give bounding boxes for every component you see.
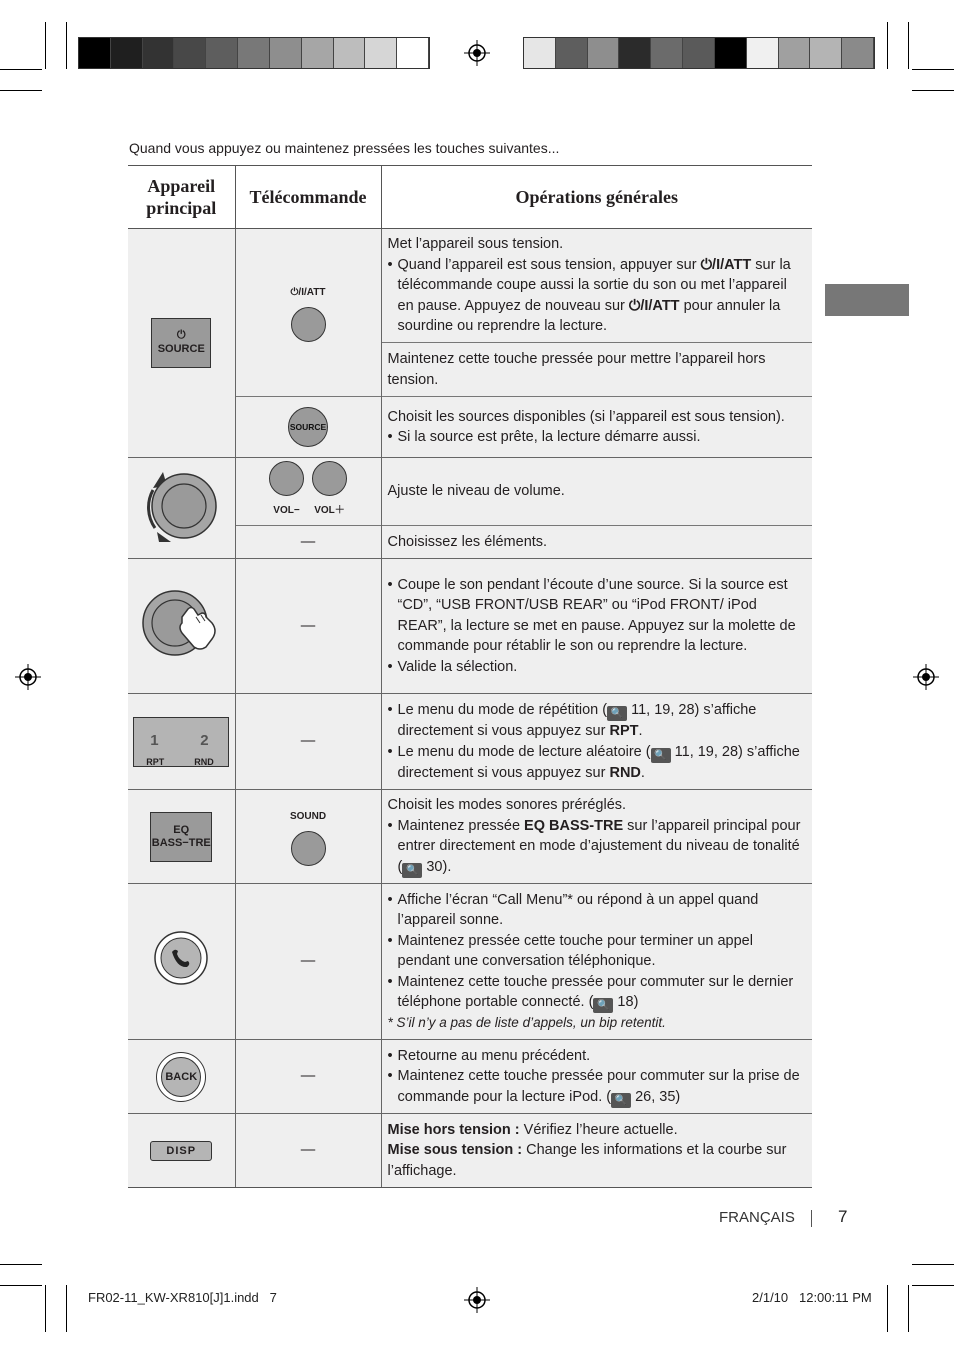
dash: — [235,526,381,559]
source-remote-cell [235,397,381,458]
control-knob-press-icon[interactable] [140,587,222,659]
magnifier-icon: 🔍 [607,706,627,721]
color-swatch [270,38,302,68]
select-description: Choisissez les éléments. [381,526,812,559]
color-swatch [397,38,429,68]
color-swatch [588,38,620,68]
magnifier-icon: 🔍 [651,748,671,763]
color-calibration-bar-right [523,37,875,69]
vol-minus-button[interactable] [269,461,304,496]
preset-buttons-cell [128,694,235,790]
crop-mark [887,22,888,69]
phone-button-cell [128,884,235,1040]
dash: — [235,559,381,694]
color-swatch [619,38,651,68]
source-main-button[interactable]: ⏻ SOURCE [151,318,211,368]
volume-knob-cell [128,458,235,559]
crop-mark [912,1285,954,1286]
registration-mark-icon [15,664,41,690]
disp-button[interactable]: DISP [150,1141,212,1161]
sound-button[interactable] [291,831,326,866]
header-remote: Télécommande [235,166,381,229]
crop-mark [912,69,954,70]
magnifier-icon: 🔍 [402,863,422,878]
source-remote-button[interactable]: SOURCE [288,407,328,447]
dash: — [235,694,381,790]
color-swatch [365,38,397,68]
magnifier-icon: 🔍 [611,1093,631,1108]
power-hold-description: Maintenez cette touche pressée pour mettre l’appareil hors tension. [381,343,812,397]
eq-button-cell [128,790,235,884]
registration-mark-icon [464,40,490,66]
power-description: Met l’appareil sous tension. • Quand l’appareil est sous tension, appuyer sur ⏻/I/ATT sur la télécommande coupe aussi la sortie du son ou met l’appareil en pause. Appuyez de nouveau sur ⏻/I/ATT pour annuler la sourdine ou reprendre la lecture. [381,229,812,343]
color-swatch [79,38,111,68]
color-swatch [111,38,143,68]
color-swatch [524,38,556,68]
power-att-label: ⏻/I/ATT [290,286,326,298]
crop-mark [0,1264,42,1265]
power-att-button[interactable] [291,307,326,342]
rnd-label: RND [194,756,214,767]
crop-mark [908,22,909,69]
color-swatch [206,38,238,68]
section-tab [825,284,909,316]
phone-description: • Affiche l’écran “Call Menu”* ou répond à un appel quand l’appareil sonne. • Maintenez pressée cette touche pour terminer un appel pendant une conversation téléphonique. • Maintenez cette touche pressée pour commuter sur le dernier téléphone portable connecté. ( 🔍 18) * S’il n’y a pas de liste d’appels, un bip retentit. [381,884,812,1040]
footer-language: FRANÇAIS [719,1209,795,1226]
slug-date: 2/1/10 12:00:11 PM [752,1290,872,1305]
dash: — [235,1040,381,1114]
rpt-label: RPT [146,756,165,767]
registration-mark-icon [464,1287,490,1313]
header-main-unit: Appareil principal [128,166,235,229]
vol-plus-button[interactable] [312,461,347,496]
registration-mark-icon [913,664,939,690]
back-button-cell [128,1040,235,1114]
footer-divider [811,1210,812,1227]
color-swatch [143,38,175,68]
phone-icon[interactable] [153,930,209,986]
source-description: Choisit les sources disponibles (si l’appareil est sous tension). • Si la source est prête, la lecture démarre aussi. [381,397,812,458]
vol-minus-label: VOL− [273,505,300,517]
crop-mark [887,1285,888,1332]
color-calibration-bar-left [78,37,430,69]
magnifier-icon: 🔍 [593,998,613,1013]
crop-mark [0,90,42,91]
rpt-rnd-description: • Le menu du mode de répétition ( 🔍 11, 19, 28) s’affiche directement si vous appuyez sur RPT. • Le menu du mode de lecture aléatoire ( 🔍 11, 19, 28) s’affiche directement si vous appuyez sur RND. [381,694,812,790]
call-footnote: * S’il n’y a pas de liste d’appels, un bip retentit. [387,1015,666,1030]
back-description: • Retourne au menu précédent. • Maintenez cette touche pressée pour commuter sur la prise de commande pour la lecture iPod. ( 🔍 26, 35) [381,1040,812,1114]
eq-description: Choisit les modes sonores préréglés. • Maintenez pressée EQ BASS-TRE sur l’appareil principal pour entrer directement en mode d’ajustement du niveau de tonalité ( 🔍 30). [381,790,812,884]
crop-mark [66,22,67,69]
crop-mark [45,1285,46,1332]
power-att-cell [235,229,381,397]
source-main-button-cell [128,229,235,458]
crop-mark [0,1285,42,1286]
power-icon: ⏻ [176,329,186,341]
crop-mark [912,1264,954,1265]
color-swatch [174,38,206,68]
intro-text: Quand vous appuyez ou maintenez pressées les touches suivantes... [129,140,560,156]
page-number: 7 [838,1207,848,1226]
knob-description: • Coupe le son pendant l’écoute d’une source. Si la source est “CD”, “USB FRONT/USB REAR” ou “iPod FRONT/ iPod REAR”, la lecture se met en pause. Appuyez sur la molette de commande pour rétablir le son ou reprendre la lecture. • Valide la sélection. [381,559,812,694]
header-operations: Opérations générales [381,166,812,229]
color-swatch [715,38,747,68]
rpt-rnd-panel [133,717,229,767]
volume-knob-icon[interactable] [141,460,221,550]
disp-description: Mise hors tension : Vérifiez l’heure actuelle. Mise sous tension : Change les informations et la courbe sur l’affichage. [381,1114,812,1188]
color-swatch [683,38,715,68]
control-knob-press-cell [128,559,235,694]
slug-filename: FR02-11_KW-XR810[J]1.indd 7 [88,1290,277,1305]
dash: — [235,1114,381,1188]
color-swatch [651,38,683,68]
volume-remote-cell [235,458,381,526]
crop-mark [908,1285,909,1332]
operations-table [128,165,812,1188]
color-swatch [238,38,270,68]
color-swatch [302,38,334,68]
crop-mark [912,90,954,91]
crop-mark [45,22,46,69]
crop-mark [66,1285,67,1332]
preset-1-label[interactable]: 1 [150,731,159,749]
back-button[interactable]: BACK [156,1052,206,1102]
preset-2-label[interactable]: 2 [200,731,209,749]
color-swatch [779,38,811,68]
color-swatch [556,38,588,68]
sound-label: SOUND [289,810,327,822]
color-swatch [334,38,366,68]
vol-plus-label: VOL＋ [314,505,345,517]
color-swatch [842,38,874,68]
eq-bass-tre-button[interactable]: EQ BASS−TRE [150,812,212,862]
dash: — [235,884,381,1040]
crop-mark [0,69,42,70]
sound-remote-cell [235,790,381,884]
color-swatch [747,38,779,68]
color-swatch [810,38,842,68]
disp-button-cell [128,1114,235,1188]
volume-description: Ajuste le niveau de volume. [381,458,812,526]
